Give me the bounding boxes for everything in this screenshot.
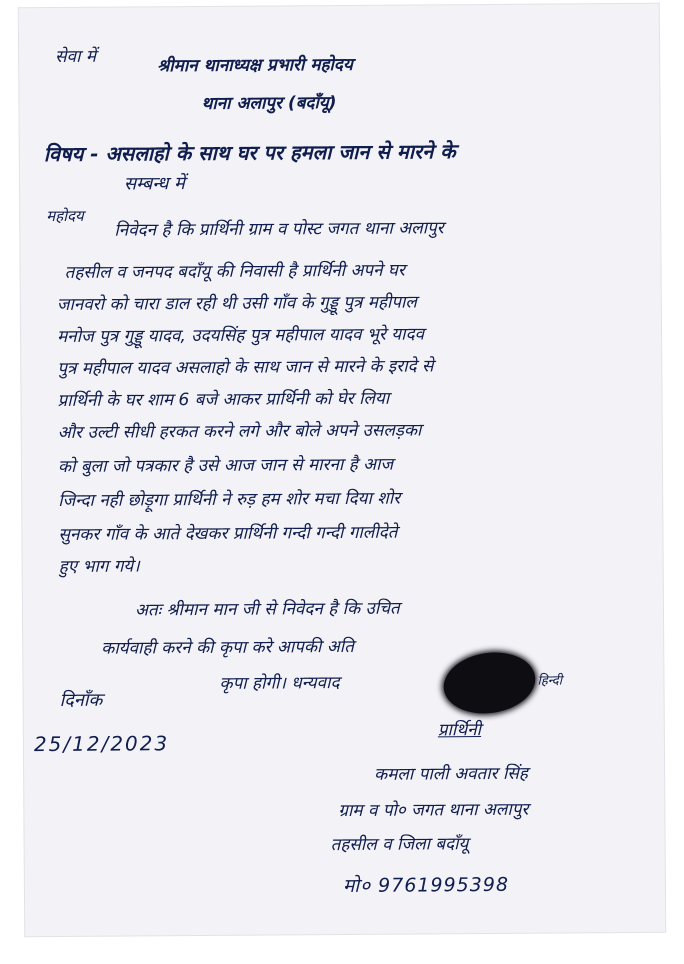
closing-line: कृपा होगी। धन्यवाद [219, 673, 340, 694]
date-value: 25/12/2023 [33, 731, 170, 757]
body-line: तहसील व जनपद बदाँयू की निवासी है प्रार्थिनी अपने घर [64, 260, 405, 283]
body-line: और उल्टी सीधी हरकत करने लगे और बोले अपने उसलड़का [57, 420, 422, 443]
signature-mark: हिन्दी [537, 673, 563, 689]
to-label: सेवा में [55, 46, 97, 67]
closing-line: कार्यवाही करने की कृपा करे आपकी अति [101, 636, 354, 659]
body-line: सुनकर गाँव के आते देखकर प्रार्थिनी गन्दी गन्दी गालीदेते [58, 522, 398, 545]
recipient-line-1: श्रीमान थानाध्यक्ष प्रभारी महोदय [157, 54, 353, 77]
applicant-label: प्रार्थिनी [437, 720, 482, 741]
redacted-signature [440, 647, 540, 720]
closing-line: अतः श्रीमान मान जी से निवेदन है कि उचित [134, 598, 400, 621]
body-line: निवेदन है कि प्रार्थिनी ग्राम व पोस्ट जगत थाना अलापुर [114, 218, 444, 241]
recipient-line-2: थाना अलापुर (बदाँयू) [201, 93, 337, 114]
body-line: को बुला जो पत्रकार है उसे आज जान से मारना है आज [57, 454, 394, 477]
body-line: पुत्र महीपाल यादव असलाहो के साथ जान से मारने के इरादे से [57, 356, 434, 379]
body-line: हुए भाग गये। [58, 556, 140, 577]
address-line: कमला पाली अवतार सिंह [374, 763, 528, 785]
phone-number: मो० 9761995398 [342, 873, 510, 898]
subject-line-1: विषय - असलाहो के साथ घर पर हमला जान से मारने के [43, 139, 456, 167]
salutation: महोदय [46, 206, 84, 226]
body-line: जानवरो को चारा डाल रही थी उसी गाँव के गुड्डू पुत्र महीपाल [56, 292, 417, 315]
date-label: दिनाँक [59, 689, 103, 711]
body-line: जिन्दा नही छोड़ूगा प्रार्थिनी ने रुड़ हम शोर मचा दिया शोर [58, 488, 401, 511]
letter-page [19, 4, 665, 936]
body-line: प्रार्थिनी के घर शाम 6 बजे आकर प्रार्थिनी को घेर लिया [57, 388, 390, 411]
subject-line-2: सम्बन्ध में [123, 173, 185, 195]
body-line: मनोज पुत्र गुड्डू यादव, उदयसिंह पुत्र महीपाल यादव भूरे यादव [56, 324, 425, 347]
address-line: तहसील व जिला बदाँयू [330, 834, 469, 856]
address-line: ग्राम व पो० जगत थाना अलापुर [338, 799, 529, 822]
